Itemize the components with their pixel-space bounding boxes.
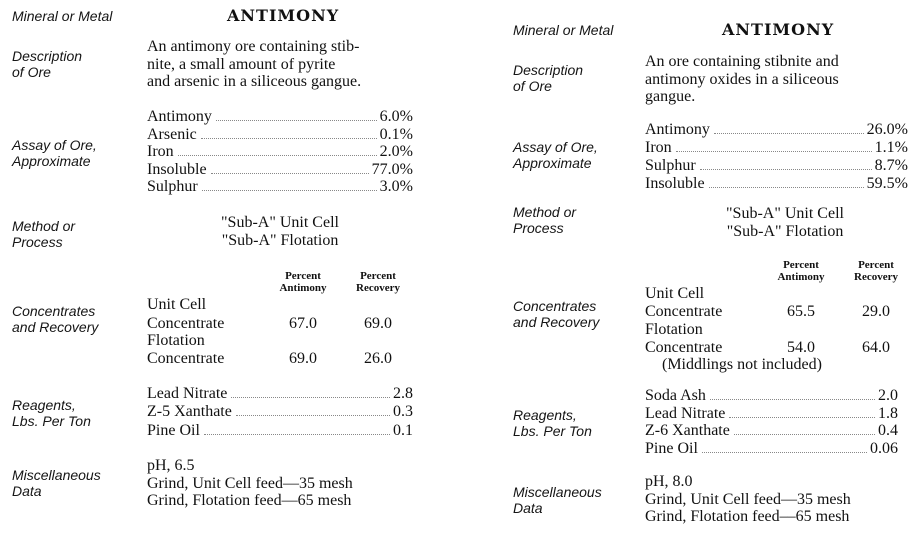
miscellaneous-data: pH, 6.5 Grind, Unit Cell feed—35 mesh Grind, Flotation feed—65 mesh [147, 457, 353, 509]
label-concentrates: Concentrates and Recovery [12, 303, 99, 335]
concentrate-antimony-value: 54.0 [787, 339, 815, 356]
label-description: Description of Ore [513, 62, 584, 94]
method-process: "Sub-A" Unit Cell "Sub-A" Flotation [726, 205, 844, 240]
concentrate-recovery-value: 69.0 [364, 315, 392, 332]
concentrate-recovery-value: 29.0 [862, 303, 890, 320]
miscellaneous-data: pH, 8.0 Grind, Unit Cell feed—35 mesh Grind, Flotation feed––65 mesh [645, 473, 851, 525]
label-reagents: Reagents, Lbs. Per Ton [513, 407, 592, 439]
concentrate-name: Concentrate [147, 315, 225, 332]
assay-row: Iron 1.1% [645, 139, 908, 156]
reagent-row: Pine Oil 0.06 [645, 440, 898, 457]
assay-row: Sulphur 3.0% [147, 178, 413, 195]
ore-description: An ore containing stibnite and antimony oxides in a siliceous gangue. [645, 53, 839, 105]
column-header-percent-recovery: Percent Recovery [854, 259, 898, 283]
right-data-sheet [470, 0, 916, 542]
label-method: Method or Process [12, 218, 76, 250]
concentrate-antimony-value: 67.0 [289, 315, 317, 332]
reagent-row: Lead Nitrate 1.8 [645, 405, 898, 422]
label-assay: Assay of Ore, Approximate [513, 139, 598, 171]
reagent-row: Lead Nitrate 2.8 [147, 385, 413, 402]
assay-row: Antimony 6.0% [147, 108, 413, 125]
concentrate-name: Unit Cell [147, 296, 207, 313]
label-description: Description of Ore [12, 48, 83, 80]
reagent-row: Z-6 Xanthate 0.4 [645, 422, 898, 439]
assay-row: Insoluble 77.0% [147, 161, 413, 178]
concentrate-recovery-value: 64.0 [862, 339, 890, 356]
label-assay: Assay of Ore, Approximate [12, 137, 97, 169]
assay-row: Arsenic 0.1% [147, 126, 413, 143]
assay-row: Antimony 26.0% [645, 121, 908, 138]
reagent-row: Pine Oil 0.1 [147, 422, 413, 439]
mineral-title: ANTIMONY [227, 6, 340, 25]
concentrate-name: Concentrate [645, 339, 723, 356]
ore-description: An antimony ore containing stib- nite, a small amount of pyrite and arsenic in a siliceous gangue. [147, 38, 362, 90]
concentrate-name: Concentrate [147, 350, 225, 367]
label-mineral-or-metal: Mineral or Metal [12, 8, 113, 24]
concentrate-name: Flotation [645, 321, 703, 338]
reagent-row: Soda Ash 2.0 [645, 387, 898, 404]
label-concentrates: Concentrates and Recovery [513, 298, 600, 330]
concentrate-recovery-value: 26.0 [364, 350, 392, 367]
reagent-row: Z-5 Xanthate 0.3 [147, 403, 413, 420]
assay-row: Sulphur 8.7% [645, 157, 908, 174]
concentrate-name: Flotation [147, 332, 205, 349]
label-reagents: Reagents, Lbs. Per Ton [12, 397, 91, 429]
label-mineral-or-metal: Mineral or Metal [513, 22, 614, 38]
column-header-percent-recovery: Percent Recovery [356, 270, 400, 294]
column-header-percent-antimony: Percent Antimony [279, 270, 327, 294]
mineral-title: ANTIMONY [722, 20, 835, 39]
assay-row: Iron 2.0% [147, 143, 413, 160]
concentrate-antimony-value: 65.5 [787, 303, 815, 320]
label-miscellaneous: Miscellaneous Data [12, 467, 101, 499]
left-data-sheet [0, 0, 440, 542]
method-process: "Sub-A" Unit Cell "Sub-A" Flotation [221, 214, 339, 249]
concentrate-antimony-value: 69.0 [289, 350, 317, 367]
concentrate-name: Unit Cell [645, 285, 705, 302]
middlings-note: (Middlings not included) [662, 356, 822, 373]
assay-row: Insoluble 59.5% [645, 175, 908, 192]
label-miscellaneous: Miscellaneous Data [513, 484, 602, 516]
concentrate-name: Concentrate [645, 303, 723, 320]
column-header-percent-antimony: Percent Antimony [777, 259, 825, 283]
label-method: Method or Process [513, 204, 577, 236]
